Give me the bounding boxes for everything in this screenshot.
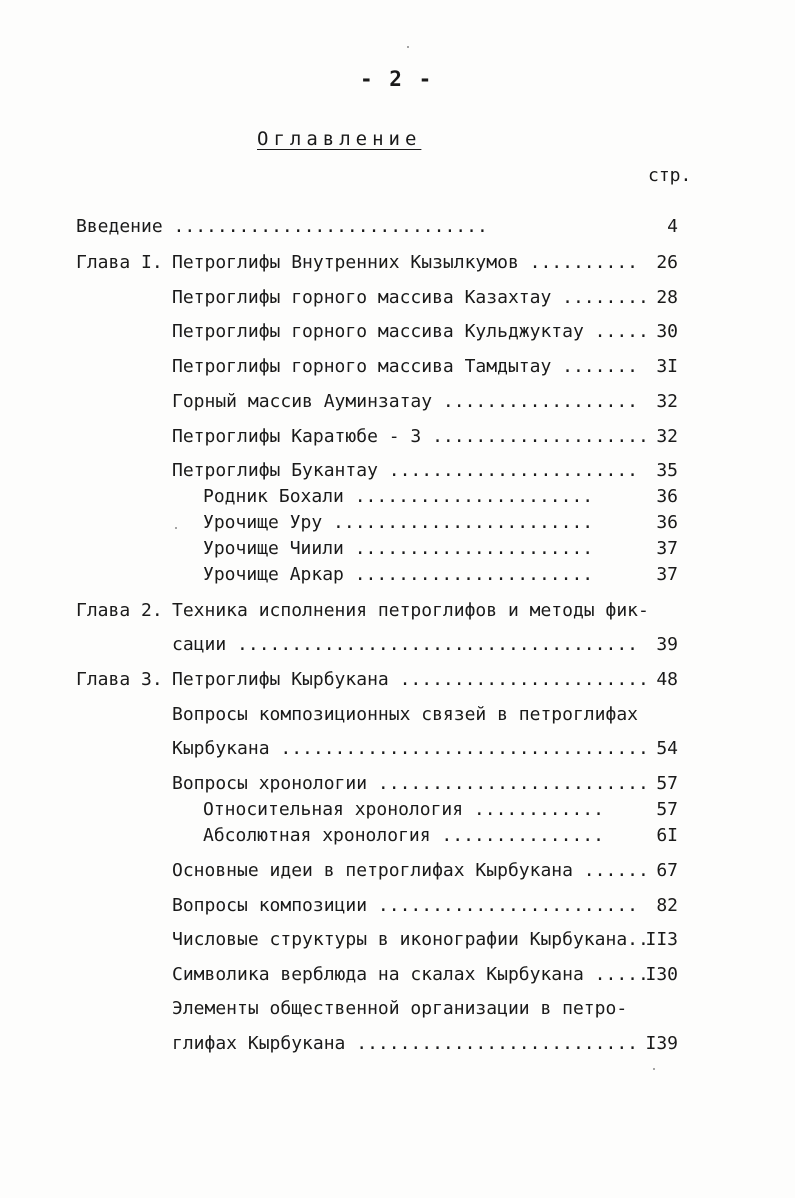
toc-entry-text: Введение .............................	[76, 216, 488, 237]
toc-entry-page: 32	[656, 426, 678, 447]
toc-entry-text: Урочище Аркар ......................	[203, 564, 594, 585]
toc-entry-text: Основные идеи в петроглифах Кырбукана ......	[172, 860, 649, 881]
toc-entry-page: I39	[645, 1033, 678, 1054]
toc-entry-page: 37	[656, 538, 678, 559]
toc-entry-page: 26	[656, 252, 678, 273]
toc-entry-text: Вопросы хронологии .........................	[172, 773, 649, 794]
toc-entry-text: Элементы общественной организации в петро-	[172, 998, 628, 1019]
toc-entry-text: Символика верблюда на скалах Кырбукана .....	[172, 964, 649, 985]
toc-entry-text: Вопросы композиционных связей в петроглифах	[172, 704, 638, 725]
chapter-label: Глава I.	[76, 252, 163, 273]
toc-entry-text: Петроглифы Каратюбе - 3 ....................	[172, 426, 649, 447]
scan-speck	[653, 1068, 655, 1070]
toc-entry-page: 36	[656, 486, 678, 507]
toc-entry-text: Петроглифы горного массива Казахтау ........	[172, 287, 649, 308]
toc-entry-text: Относительная хронология ............	[203, 799, 604, 820]
toc-entry-text: Урочище Уру ........................	[203, 512, 594, 533]
toc-entry-text: Горный массив Ауминзатау ..................	[172, 391, 638, 412]
toc-entry-text: Петроглифы Внутренних Кызылкумов ..........	[172, 252, 638, 273]
toc-entry-text: Урочище Чиили ......................	[203, 538, 594, 559]
toc-entry-page: 54	[656, 738, 678, 759]
toc-entry-page: 28	[656, 287, 678, 308]
toc-entry-page: 4	[667, 216, 678, 237]
scan-speck	[175, 527, 177, 529]
toc-entry-text: Техника исполнения петроглифов и методы фик-	[172, 600, 649, 621]
toc-entry-text: Петроглифы горного массива Кульджуктау .....	[172, 321, 649, 342]
toc-entry-page: 32	[656, 391, 678, 412]
toc-entry-page: 37	[656, 564, 678, 585]
toc-entry-text: Петроглифы Букантау .......................	[172, 460, 638, 481]
toc-entry-page: 3I	[656, 356, 678, 377]
scan-speck	[407, 46, 409, 48]
toc-entry-page: 39	[656, 634, 678, 655]
toc-entry-page: 36	[656, 512, 678, 533]
toc-entry-text: Петроглифы Кырбукана .......................	[172, 669, 649, 690]
toc-entry-page: 35	[656, 460, 678, 481]
page-number: - 2 -	[360, 67, 434, 91]
page-column-label: стр.	[648, 165, 692, 186]
toc-entry-text: Петроглифы горного массива Тамдытау .......	[172, 356, 638, 377]
toc-entry-page: I30	[645, 964, 678, 985]
toc-entry-text: Числовые структуры в иконографии Кырбукана..	[172, 929, 649, 950]
toc-entry-text: Родник Бохали ......................	[203, 486, 594, 507]
toc-entry-page: 57	[656, 799, 678, 820]
toc-entry-text: сации .....................................	[172, 634, 638, 655]
toc-heading: Оглавление	[257, 128, 422, 150]
toc-entry-text: Кырбукана ..................................	[172, 738, 649, 759]
toc-entry-page: 48	[656, 669, 678, 690]
toc-entry-text: глифах Кырбукана ..........................	[172, 1033, 638, 1054]
toc-entry-page: 6I	[656, 825, 678, 846]
toc-entry-text: Вопросы композиции ........................	[172, 895, 638, 916]
toc-entry-text: Абсолютная хронология ...............	[203, 825, 604, 846]
toc-entry-page: 57	[656, 773, 678, 794]
chapter-label: Глава 2.	[76, 600, 163, 621]
toc-entry-page: 67	[656, 860, 678, 881]
toc-entry-page: 82	[656, 895, 678, 916]
toc-entry-page: 30	[656, 321, 678, 342]
toc-entry-page: II3	[645, 929, 678, 950]
chapter-label: Глава 3.	[76, 669, 163, 690]
